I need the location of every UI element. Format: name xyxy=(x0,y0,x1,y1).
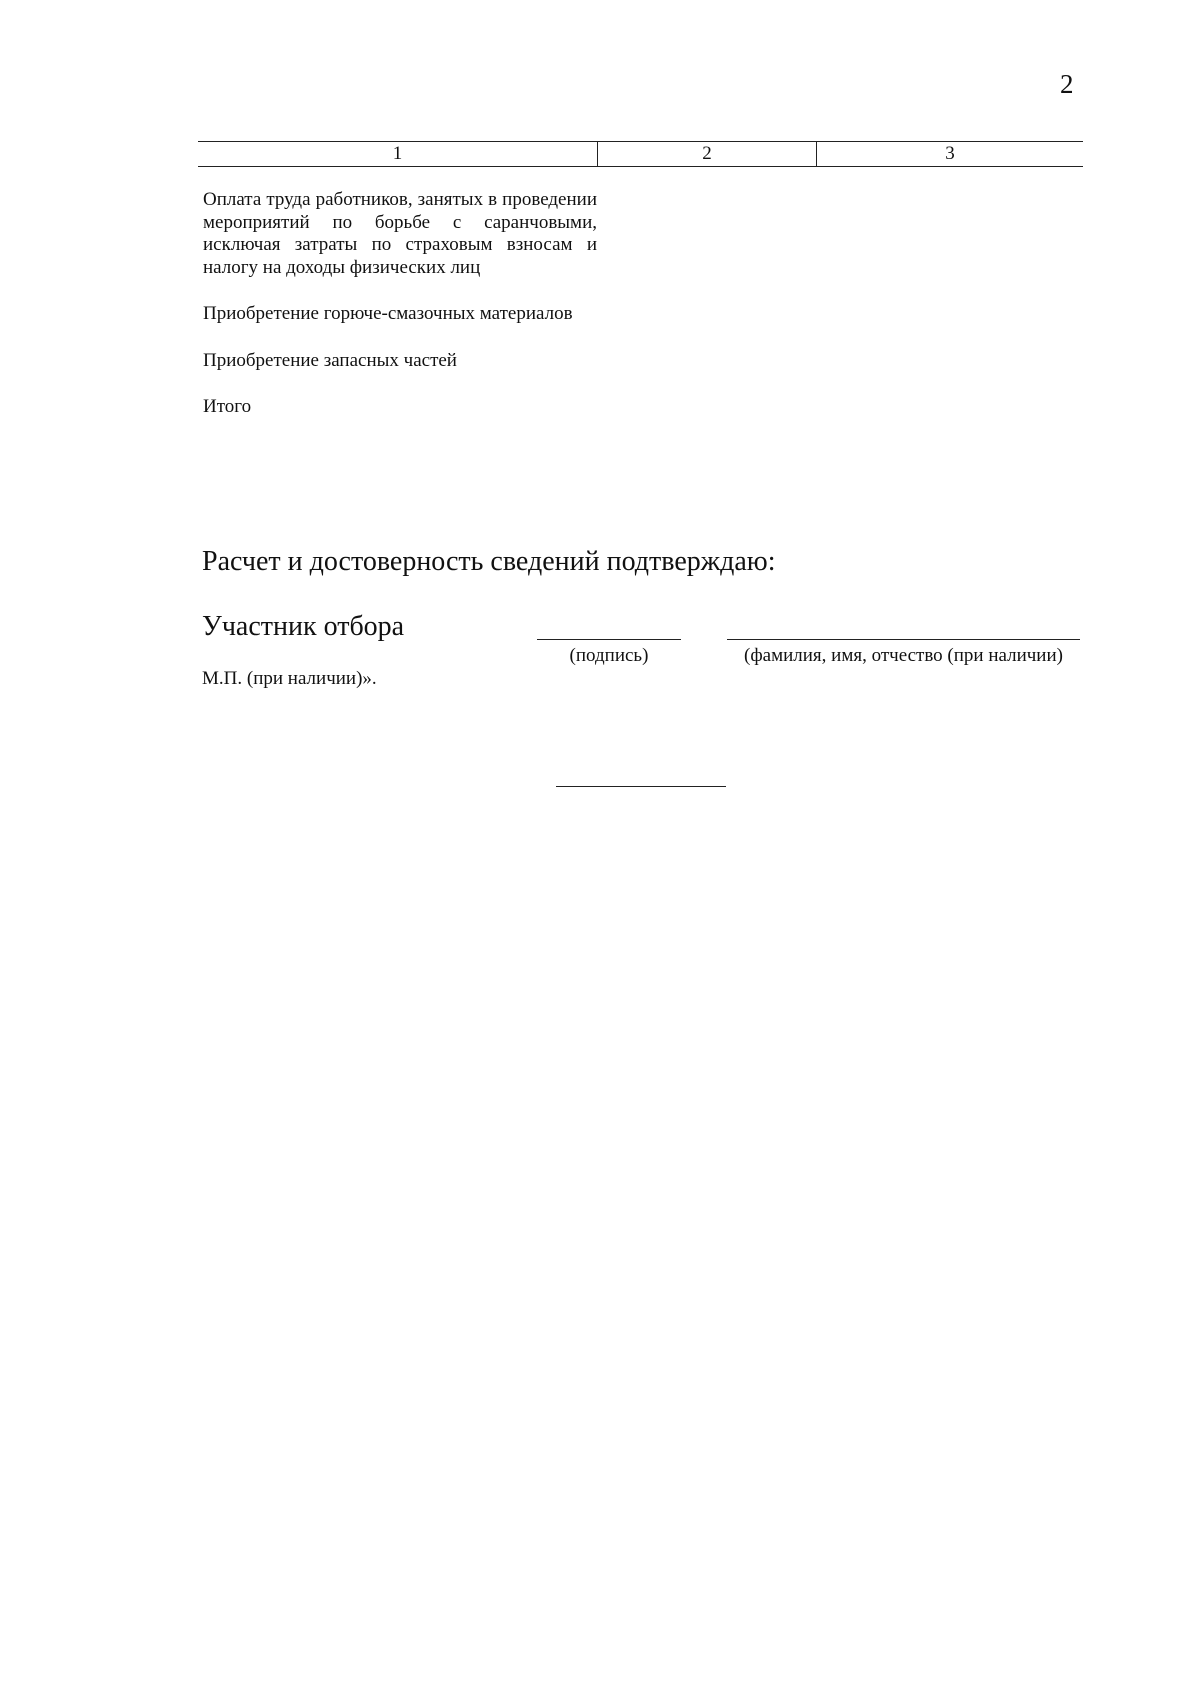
full-name-caption: (фамилия, имя, отчество (при наличии) xyxy=(744,645,1063,666)
signature-caption: (подпись) xyxy=(569,645,649,666)
table-header xyxy=(198,141,1083,167)
table-body xyxy=(203,189,597,419)
confirmation-statement: Расчет и достоверность сведений подтверждаю: xyxy=(202,546,776,577)
stamp-note: М.П. (при наличии)». xyxy=(202,668,377,689)
table-row-labor-costs: Оплата труда работников, занятых в проведении мероприятий по борьбе с саранчовыми, исключая затраты по страховым взносам и налогу на доходы физических лиц xyxy=(203,189,597,278)
table-row-fuel-lubricants: Приобретение горюче-смазочных материалов xyxy=(203,303,573,324)
participant-label: Участник отбора xyxy=(202,611,405,642)
column-header-2: 2 xyxy=(598,142,817,166)
column-header-1: 1 xyxy=(198,142,598,166)
end-divider xyxy=(556,786,726,787)
signature-line xyxy=(537,639,681,640)
page-number: 2 xyxy=(1060,69,1074,99)
table-row-spare-parts: Приобретение запасных частей xyxy=(203,349,457,371)
full-name-line xyxy=(727,639,1080,640)
table-row-total: Итого xyxy=(203,396,252,417)
column-header-3: 3 xyxy=(945,143,955,164)
